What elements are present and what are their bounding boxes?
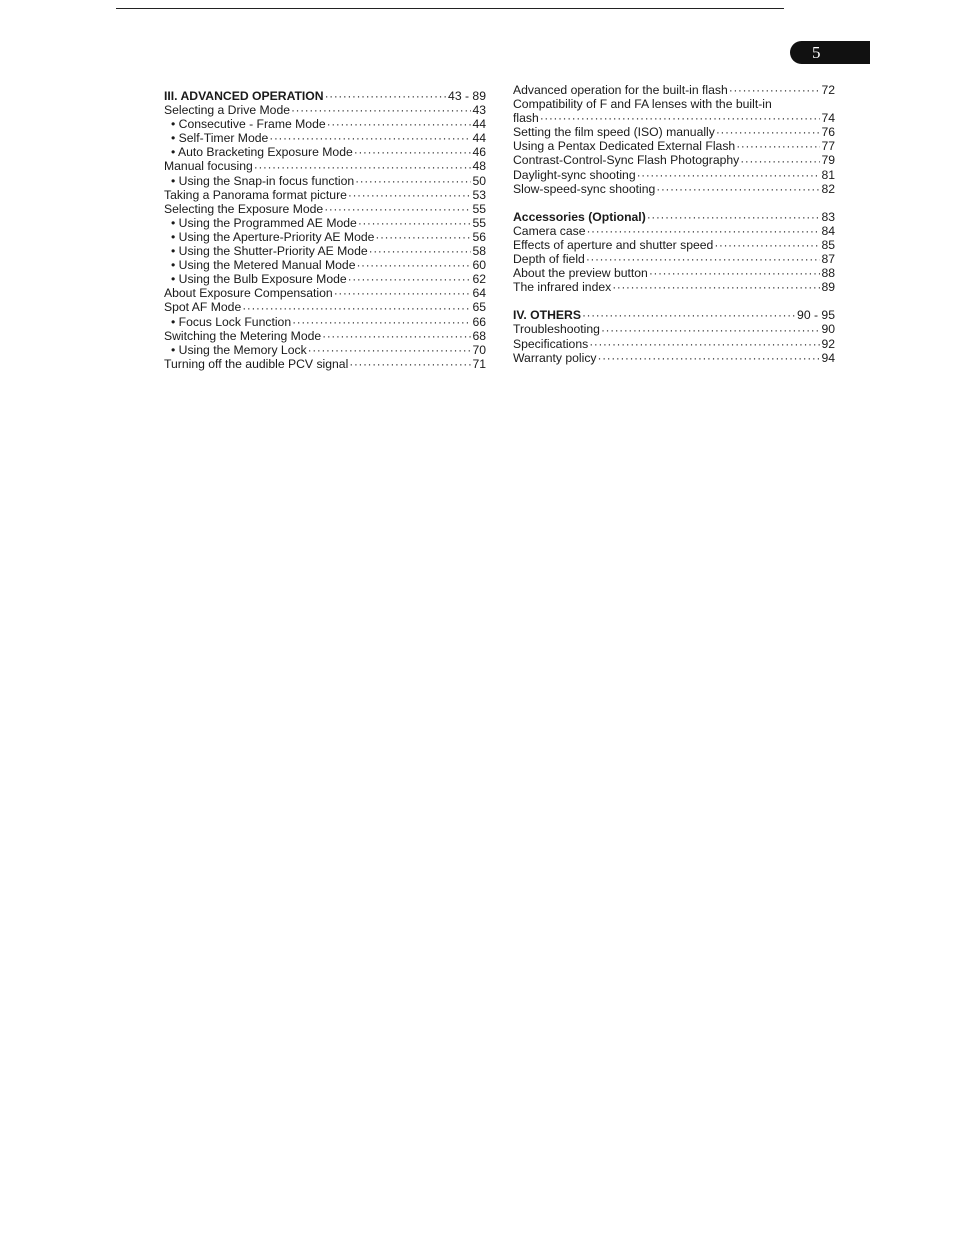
toc-entry-page: 74 <box>821 111 835 126</box>
leader-dots <box>612 280 820 294</box>
toc-entry-page: 55 <box>472 215 486 230</box>
toc-entry[interactable] <box>164 202 486 216</box>
toc-entry[interactable] <box>513 153 835 167</box>
leader-dots <box>325 89 447 103</box>
leader-dots <box>736 139 820 153</box>
toc-entry-title: Contrast-Control-Sync Flash Photography <box>513 153 740 168</box>
toc-entry-page: 87 <box>821 252 835 267</box>
toc-entry[interactable] <box>513 351 835 365</box>
toc-entry-title: Switching the Metering Mode <box>164 328 322 343</box>
toc-entry-title: Using a Pentax Dedicated External Flash <box>513 139 736 154</box>
toc-entry[interactable] <box>513 182 835 196</box>
toc-entry-title-line[interactable]: Compatibility of F and FA lenses with the built-in <box>513 97 772 112</box>
toc-entry-title: IV. OTHERS <box>513 308 581 323</box>
toc-entry[interactable] <box>164 117 486 131</box>
toc-entry[interactable] <box>513 125 835 139</box>
toc-entry[interactable] <box>164 159 486 173</box>
toc-entry-title: Advanced operation for the built-in flash <box>513 83 728 97</box>
leader-dots <box>327 117 472 131</box>
toc-entry-page: 85 <box>821 237 835 252</box>
toc-entry-title: Effects of aperture and shutter speed <box>513 237 714 252</box>
toc-entry[interactable] <box>513 238 835 252</box>
top-rule <box>116 8 784 9</box>
leader-dots <box>656 182 820 196</box>
leader-dots <box>242 301 471 315</box>
toc-entry[interactable] <box>164 174 486 188</box>
toc-entry-title: • Consecutive - Frame Mode <box>171 117 326 132</box>
leader-dots <box>334 286 472 300</box>
toc-entry-title: Camera case <box>513 223 586 238</box>
toc-entry[interactable] <box>164 216 486 230</box>
toc-entry-title: • Using the Shutter-Priority AE Mode <box>171 244 368 259</box>
toc-entry[interactable] <box>164 103 486 117</box>
toc-entry-title: About Exposure Compensation <box>164 286 333 301</box>
toc-entry-title: • Using the Bulb Exposure Mode <box>171 272 347 287</box>
toc-entry[interactable] <box>513 308 835 322</box>
toc-entry-page: 90 <box>821 322 835 337</box>
toc-entry-page: 90 - 95 <box>797 308 835 323</box>
toc-entry-page: 44 <box>472 131 486 146</box>
toc-entry-title: • Using the Aperture-Priority AE Mode <box>171 229 375 244</box>
leader-dots <box>375 230 471 244</box>
toc-entry[interactable] <box>164 286 486 300</box>
toc-entry[interactable] <box>164 244 486 258</box>
leader-dots <box>354 145 472 159</box>
section-gap <box>513 294 835 308</box>
toc-entry-title: Accessories (Optional) <box>513 209 646 224</box>
toc-entry[interactable] <box>513 280 835 294</box>
toc-entry-page: 53 <box>472 187 486 202</box>
toc-entry-title: Spot AF Mode <box>164 300 242 315</box>
toc-entry-page: 56 <box>472 229 486 244</box>
toc-entry-page: 92 <box>821 336 835 351</box>
toc-entry-page: 58 <box>472 244 486 259</box>
toc-entry[interactable] <box>164 188 486 202</box>
toc-entry-title: Selecting a Drive Mode <box>164 103 290 118</box>
page-number-badge <box>790 41 870 64</box>
leader-dots <box>358 216 472 230</box>
toc-entry-page: 60 <box>472 258 486 273</box>
toc-entry-page: 84 <box>821 223 835 238</box>
toc-entry[interactable] <box>513 83 835 97</box>
leader-dots <box>589 337 820 351</box>
toc-entry[interactable] <box>164 89 486 103</box>
leader-dots <box>601 323 820 337</box>
leader-dots <box>582 308 796 322</box>
toc-entry-title: Turning off the audible PCV signal <box>164 356 349 371</box>
toc-entry[interactable] <box>513 224 835 238</box>
toc-entry-page: 55 <box>472 201 486 216</box>
section-gap <box>513 196 835 210</box>
toc-entry-page: 70 <box>472 342 486 357</box>
toc-entry[interactable] <box>513 210 835 224</box>
toc-entry-title: Daylight-sync shooting <box>513 167 636 182</box>
toc-entry-page: 50 <box>472 173 486 188</box>
toc-entry[interactable] <box>164 258 486 272</box>
leader-dots <box>649 266 821 280</box>
leader-dots <box>714 238 820 252</box>
toc-entry[interactable] <box>513 168 835 182</box>
leader-dots <box>647 210 821 224</box>
toc-entry-page: 46 <box>472 145 486 160</box>
toc-entry[interactable] <box>164 131 486 145</box>
toc-entry[interactable] <box>513 139 835 153</box>
leader-dots <box>291 103 471 117</box>
toc-entry-title: • Focus Lock Function <box>171 314 292 329</box>
toc-entry-page: 72 <box>821 83 835 97</box>
page-number: 5 <box>812 43 821 62</box>
toc-entry-title: • Auto Bracketing Exposure Mode <box>171 145 353 160</box>
leader-dots <box>586 252 821 266</box>
toc-entry[interactable] <box>513 337 835 351</box>
toc-entry-page: 82 <box>821 181 835 196</box>
leader-dots <box>637 168 821 182</box>
toc-entry-page: 62 <box>472 272 486 287</box>
leader-dots <box>356 258 471 272</box>
leader-dots <box>349 357 471 371</box>
toc-entry-title: • Using the Metered Manual Mode <box>171 258 356 273</box>
leader-dots <box>598 351 821 365</box>
toc-entry[interactable] <box>164 343 486 357</box>
toc-entry[interactable] <box>513 111 835 125</box>
toc-entry-title: • Self-Timer Mode <box>171 131 269 146</box>
toc-left-column <box>164 89 486 371</box>
leader-dots <box>254 160 472 174</box>
toc-entry-title: Specifications <box>513 336 589 351</box>
leader-dots <box>369 244 472 258</box>
toc-entry[interactable] <box>164 329 486 343</box>
leader-dots <box>740 154 820 168</box>
toc-entry-title: Depth of field <box>513 252 585 267</box>
leader-dots <box>716 125 821 139</box>
toc-entry-title: Selecting the Exposure Mode <box>164 201 324 216</box>
toc-entry-page: 48 <box>472 159 486 174</box>
toc-entry-title: • Using the Snap-in focus function <box>171 173 355 188</box>
toc-entry-title: Setting the film speed (ISO) manually <box>513 125 715 140</box>
toc-entry-page: 77 <box>821 139 835 154</box>
toc-entry-page: 71 <box>472 356 486 371</box>
toc-entry-page: 89 <box>821 280 835 295</box>
toc-entry[interactable] <box>164 357 486 371</box>
toc-entry[interactable] <box>164 315 486 329</box>
toc-entry[interactable] <box>513 322 835 336</box>
toc-entry-page: 43 <box>472 103 486 118</box>
toc-entry-page: 68 <box>472 328 486 343</box>
toc-entry-page: 64 <box>472 286 486 301</box>
toc-entry-page: 81 <box>821 167 835 182</box>
toc-entry-title: Warranty policy <box>513 350 597 365</box>
leader-dots <box>292 315 471 329</box>
toc-entry-title: flash <box>513 111 539 126</box>
leader-dots <box>322 329 471 343</box>
leader-dots <box>355 174 471 188</box>
leader-dots <box>269 131 471 145</box>
toc-entry-title: • Using the Memory Lock <box>171 342 307 357</box>
toc-entry[interactable] <box>513 266 835 280</box>
leader-dots <box>308 343 472 357</box>
leader-dots <box>348 272 472 286</box>
toc-entry-title: III. ADVANCED OPERATION <box>164 89 324 103</box>
toc-entry-page: 65 <box>472 300 486 315</box>
toc-entry-page: 88 <box>821 266 835 281</box>
leader-dots <box>324 202 471 216</box>
leader-dots <box>729 83 821 97</box>
toc-entry-title: The infrared index <box>513 280 612 295</box>
toc-entry[interactable] <box>164 230 486 244</box>
toc-entry-title: About the preview button <box>513 266 648 281</box>
toc-entry[interactable] <box>164 145 486 159</box>
toc-entry-title: Taking a Panorama format picture <box>164 187 347 202</box>
toc-entry[interactable] <box>164 272 486 286</box>
toc-entry[interactable] <box>513 252 835 266</box>
leader-dots <box>348 188 472 202</box>
toc-entry-page: 43 - 89 <box>448 89 486 103</box>
toc-entry[interactable] <box>164 300 486 314</box>
leader-dots <box>586 224 820 238</box>
toc-entry-title: Slow-speed-sync shooting <box>513 181 656 196</box>
toc-entry-page: 94 <box>821 350 835 365</box>
toc-entry-page: 83 <box>821 209 835 224</box>
toc-entry-page: 66 <box>472 314 486 329</box>
toc-entry-page: 76 <box>821 125 835 140</box>
toc-entry-title: • Using the Programmed AE Mode <box>171 215 357 230</box>
leader-dots <box>540 111 821 125</box>
toc-entry-page: 79 <box>821 153 835 168</box>
toc-entry-page: 44 <box>472 117 486 132</box>
toc-entry-title: Troubleshooting <box>513 322 600 337</box>
toc-entry-title: Manual focusing <box>164 159 253 174</box>
toc-right-column <box>513 83 835 365</box>
